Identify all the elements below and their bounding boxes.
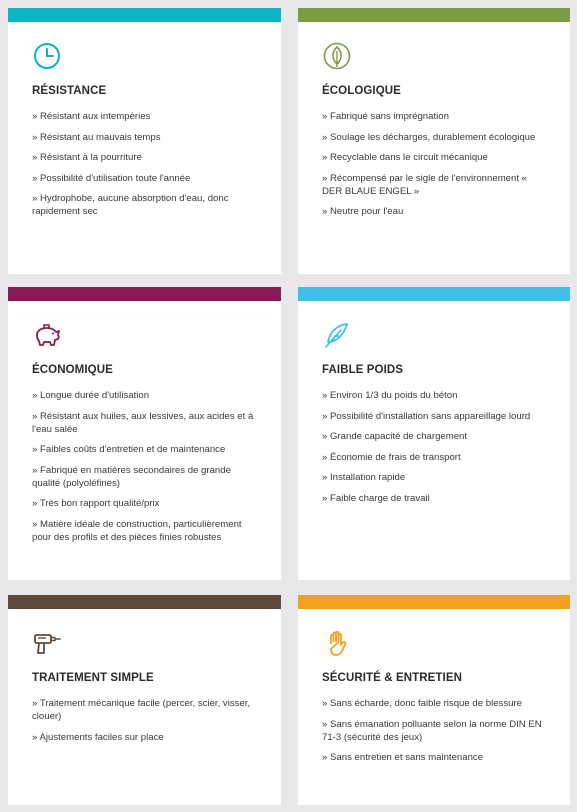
feature-list	[322, 389, 548, 512]
list-item: » Neutre pour l'eau	[322, 206, 404, 217]
hand-icon	[322, 628, 352, 658]
list-item: » Très bon rapport qualité/prix	[32, 498, 160, 509]
card-securite-entretien	[298, 595, 570, 805]
feature-list	[322, 697, 548, 772]
card-title: TRAITEMENT SIMPLE	[32, 672, 154, 684]
list-item: » Fabriqué sans imprégnation	[322, 111, 449, 122]
list-item: » Soulage les décharges, durablement écologique	[322, 131, 536, 143]
list-item: » Résistant au mauvais temps	[32, 131, 161, 143]
card-color-bar	[298, 8, 570, 22]
feature-list	[322, 110, 548, 226]
list-item: » Longue durée d'utilisation	[32, 390, 150, 401]
card-color-bar	[8, 595, 281, 609]
card-faible-poids	[298, 287, 570, 580]
card-economique	[8, 287, 281, 580]
list-item: » Possibilité d'utilisation toute l'année	[32, 172, 191, 184]
list-item: » Sans émanation polluante selon la norme DIN EN 71-3 (sécurité des jeux)	[322, 718, 542, 743]
list-item: » Faible charge de travail	[322, 492, 430, 504]
list-item: » Faibles coûts d'entretien et de maintenance	[32, 444, 226, 455]
card-color-bar	[298, 595, 570, 609]
card-title: FAIBLE POIDS	[322, 364, 404, 376]
list-item: » Traitement mécanique facile (percer, scier, visser, clouer)	[32, 698, 251, 722]
list-item: » Matière idéale de construction, particulièrement pour des profils et des pièces finies robustes	[32, 518, 242, 543]
list-item: » Grande capacité de chargement	[322, 431, 468, 442]
feature-list	[32, 697, 259, 751]
leaf-icon	[322, 41, 352, 71]
list-item: » Économie de frais de transport	[322, 451, 461, 463]
list-item: » Installation rapide	[322, 472, 406, 483]
card-title: RÉSISTANCE	[32, 85, 107, 97]
card-title: ÉCOLOGIQUE	[322, 85, 401, 97]
list-item: » Hydrophobe, aucune absorption d'eau, donc rapidement sec	[32, 193, 229, 217]
card-ecologique	[298, 8, 570, 274]
list-item: » Environ 1/3 du poids du béton	[322, 390, 458, 401]
feather-icon	[322, 320, 352, 350]
list-item: » Fabriqué en matières secondaires de grande qualité (polyoléfines)	[32, 464, 231, 489]
drill-icon	[32, 628, 62, 658]
list-item: » Résistant aux huiles, aux lessives, aux acides et à l'eau salée	[32, 410, 254, 435]
list-item: » Résistant à la pourriture	[32, 152, 142, 163]
list-item: » Recyclable dans le circuit mécanique	[322, 152, 488, 163]
feature-list	[32, 389, 259, 551]
card-title: SÉCURITÉ & ENTRETIEN	[322, 672, 463, 684]
list-item: » Récompensé par le sigle de l'environnement « DER BLAUE ENGEL »	[322, 172, 528, 197]
card-color-bar	[298, 287, 570, 301]
list-item: » Possibilité d'installation sans appareillage lourd	[322, 410, 531, 422]
piggy-bank-icon	[32, 320, 62, 350]
card-title: ÉCONOMIQUE	[32, 364, 113, 376]
clock-icon	[32, 41, 62, 71]
list-item: » Ajustements faciles sur place	[32, 731, 164, 743]
card-traitement-simple	[8, 595, 281, 805]
feature-list	[32, 110, 259, 226]
list-item: » Résistant aux intempéries	[32, 111, 151, 122]
list-item: » Sans entretien et sans maintenance	[322, 752, 484, 763]
card-color-bar	[8, 8, 281, 22]
card-resistance	[8, 8, 281, 274]
list-item: » Sans écharde, donc faible risque de blessure	[322, 698, 522, 709]
card-color-bar	[8, 287, 281, 301]
